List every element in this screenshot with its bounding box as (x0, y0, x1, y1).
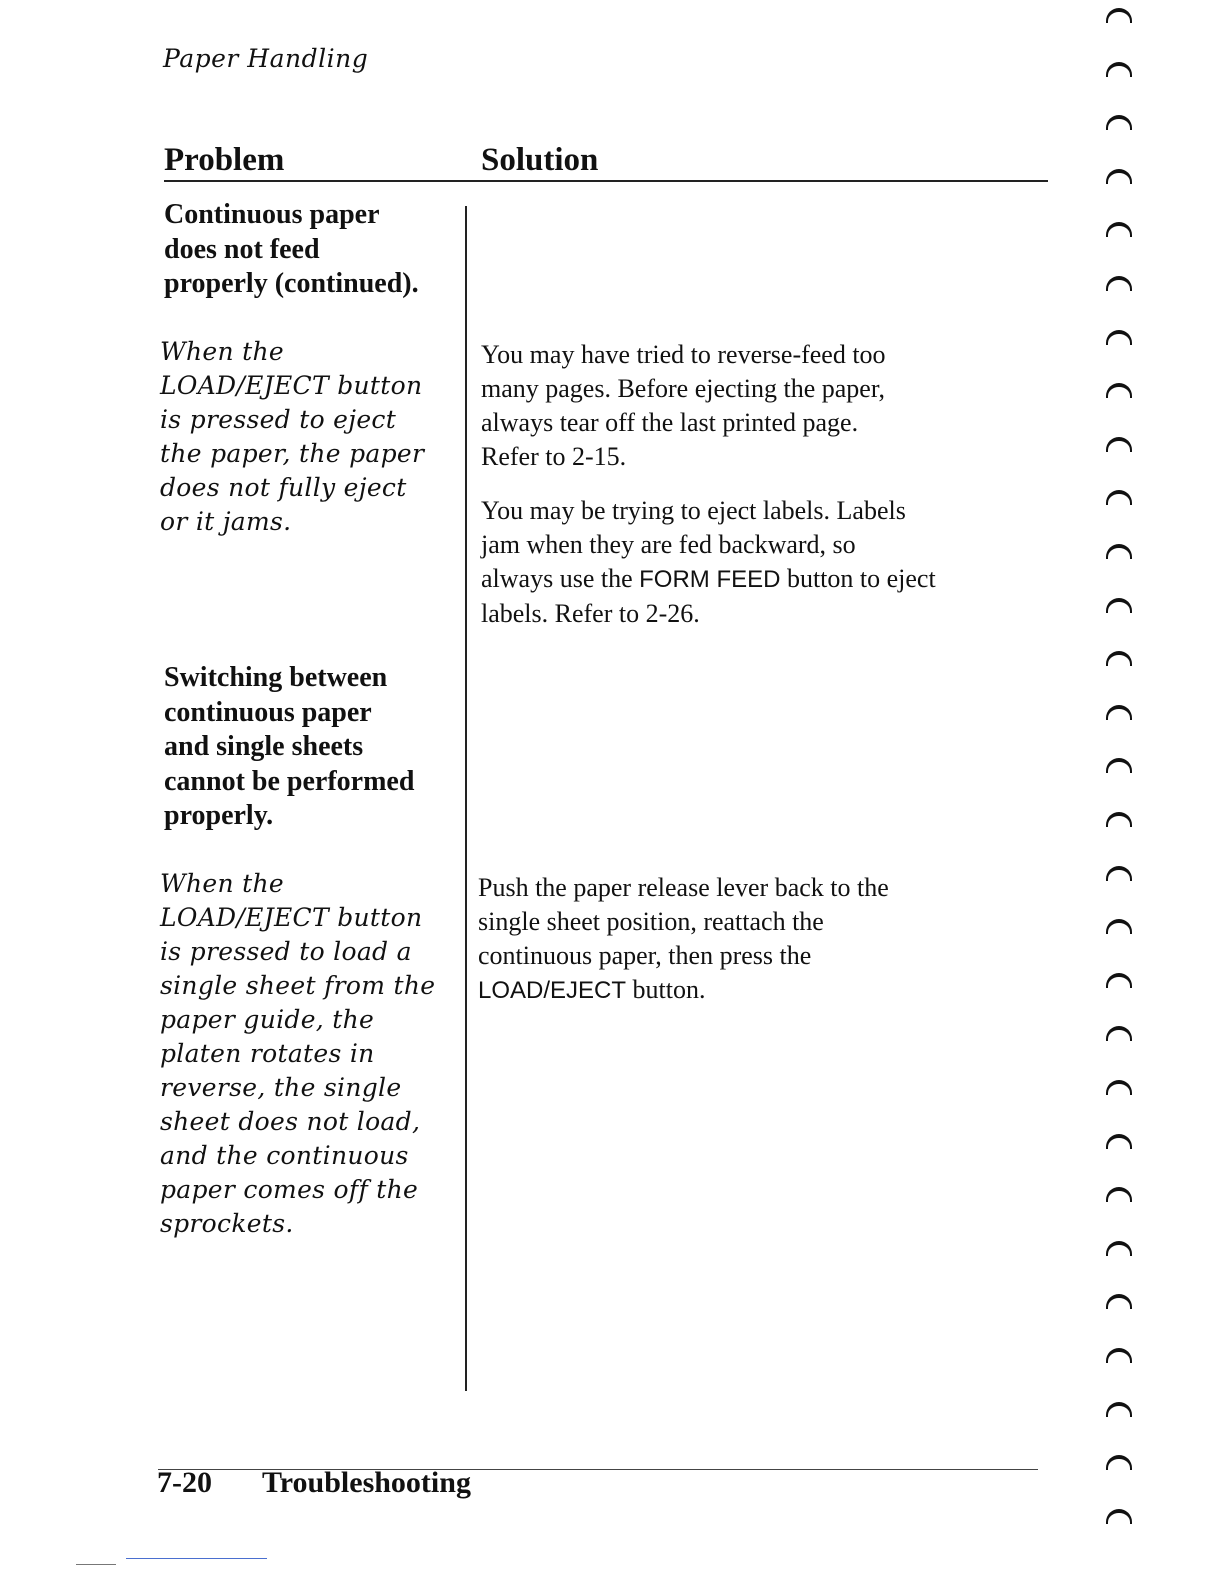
solution-paragraph: You may have tried to reverse-feed too many pages. Before ejecting the paper, always tear off the last printed page. Refer to 2-15. (481, 340, 886, 471)
binding-hole-icon (1106, 383, 1132, 398)
binding-hole-icon (1106, 1455, 1132, 1470)
binding-hole-icon (1106, 330, 1132, 345)
binding-hole-icon (1106, 1187, 1132, 1202)
scan-artifact-line (126, 1558, 267, 1559)
column-divider (465, 206, 467, 1391)
binding-hole-icon (1106, 169, 1132, 184)
form-feed-key: FORM FEED (639, 566, 781, 593)
binding-hole-icon (1106, 1080, 1132, 1095)
section-title: Troubleshooting (262, 1466, 471, 1499)
solution-paragraph: You may be trying to eject labels. Labels jam when they are fed backward, so always use the FORM FEED button to eject labels. Refer to 2-26. (481, 496, 936, 628)
binding-hole-icon (1106, 705, 1132, 720)
binding-hole-icon (1106, 115, 1132, 130)
binding-hole-icon (1106, 437, 1132, 452)
binding-hole-icon (1106, 919, 1132, 934)
problem-condition: When the LOAD/EJECT button is pressed to load a single sheet from the paper guide, the platen rotates in reverse, the single sheet does not load, and the continuous paper comes off the sprockets. (160, 869, 436, 1238)
scan-artifact-line (76, 1564, 116, 1565)
solution-paragraph: Push the paper release lever back to the single sheet position, reattach the continuous paper, then press the LOAD/EJECT button. (478, 873, 889, 1004)
binding-hole-icon (1106, 8, 1132, 23)
binding-hole-icon (1106, 1402, 1132, 1417)
binding-hole-icon (1106, 276, 1132, 291)
binding-hole-icon (1106, 1348, 1132, 1363)
binding-hole-icon (1106, 1134, 1132, 1149)
binding-hole-icon (1106, 62, 1132, 77)
running-head: Paper Handling (163, 44, 369, 73)
problem-condition: When the LOAD/EJECT button is pressed to eject the paper, the paper does not fully eject or it jams. (160, 337, 425, 536)
binding-hole-icon (1106, 866, 1132, 881)
load-eject-key: LOAD/EJECT (478, 977, 627, 1004)
solution-column-heading: Solution (481, 142, 599, 178)
heading-rule (164, 180, 1048, 182)
problem-heading: Switching between continuous paper and single sheets cannot be performed properly. (164, 662, 415, 831)
problem-column-heading: Problem (164, 142, 285, 178)
binding-hole-icon (1106, 222, 1132, 237)
binding-hole-icon (1106, 651, 1132, 666)
page-number: 7-20 (157, 1466, 212, 1499)
binding-hole-icon (1106, 758, 1132, 773)
binding-hole-icon (1106, 973, 1132, 988)
binding-tabs (1098, 0, 1148, 1584)
binding-hole-icon (1106, 1241, 1132, 1256)
binding-hole-icon (1106, 1026, 1132, 1041)
problem-heading: Continuous paper does not feed properly (continued). (164, 199, 419, 299)
binding-hole-icon (1106, 1294, 1132, 1309)
binding-hole-icon (1106, 812, 1132, 827)
binding-hole-icon (1106, 598, 1132, 613)
binding-hole-icon (1106, 1509, 1132, 1524)
binding-hole-icon (1106, 490, 1132, 505)
binding-hole-icon (1106, 544, 1132, 559)
